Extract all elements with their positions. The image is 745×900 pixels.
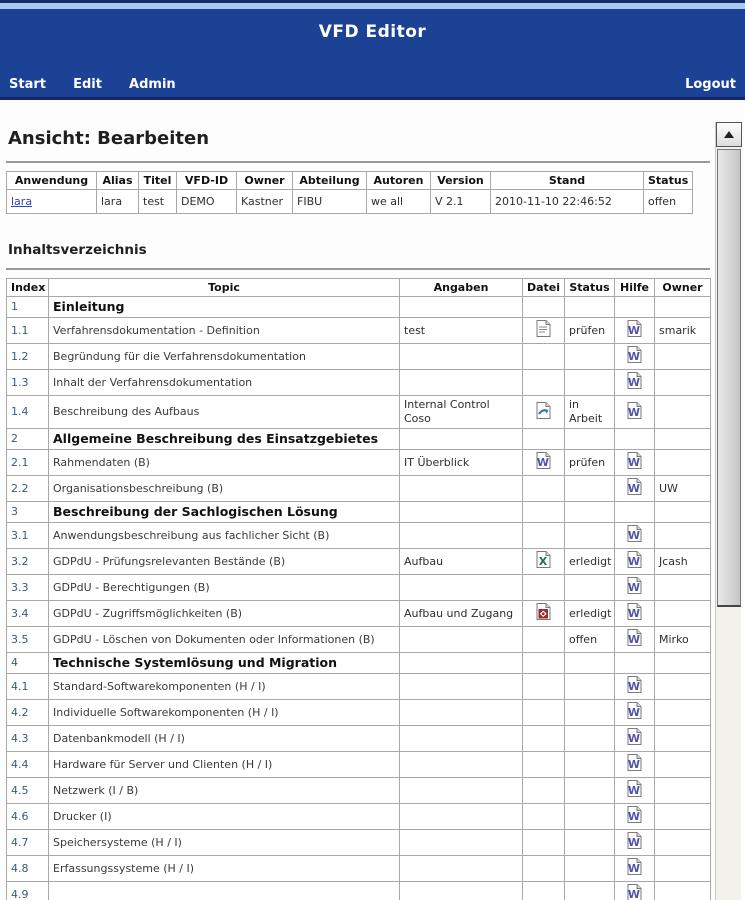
- svg-text:W: W: [627, 456, 641, 469]
- svg-text:W: W: [627, 607, 641, 620]
- toc-topic-cell: Organisationsbeschreibung (B): [49, 476, 400, 502]
- nav-left: [9, 73, 198, 92]
- toc-index-cell: 4.7: [7, 830, 49, 856]
- toc-heading-rule: [6, 268, 710, 270]
- toc-owner-cell: [655, 450, 711, 476]
- toc-topic-cell: Netzwerk (I / B): [49, 778, 400, 804]
- toc-row: [7, 627, 711, 653]
- toc-status-cell: [565, 297, 615, 318]
- toc-index-cell: 4.8: [7, 856, 49, 882]
- toc-datei-cell: [523, 778, 565, 804]
- toc-owner-cell: [655, 726, 711, 752]
- word-file-icon[interactable]: [627, 676, 642, 693]
- app-cell: 2010-11-10 22:46:52: [491, 190, 644, 214]
- toc-datei-cell: [523, 396, 565, 429]
- toc-topic-cell: Beschreibung des Aufbaus: [49, 396, 400, 429]
- word-file-icon[interactable]: [627, 577, 642, 594]
- toc-hilfe-cell: [615, 344, 655, 370]
- toc-index-cell: 4: [7, 653, 49, 674]
- toc-owner-cell: [655, 601, 711, 627]
- toc-datei-cell: [523, 627, 565, 653]
- toc-owner-cell: Jcash: [655, 549, 711, 575]
- toc-angaben-cell: Internal Control Coso: [400, 396, 523, 429]
- toc-row: [7, 674, 711, 700]
- toc-datei-cell: [523, 830, 565, 856]
- word-file-icon[interactable]: [627, 551, 642, 568]
- nav-item-admin[interactable]: Admin: [129, 77, 176, 92]
- toc-row: [7, 396, 711, 429]
- toc-status-cell: [565, 575, 615, 601]
- toc-owner-cell: [655, 575, 711, 601]
- toc-angaben-cell: [400, 726, 523, 752]
- toc-angaben-cell: [400, 778, 523, 804]
- toc-status-cell: [565, 653, 615, 674]
- word-file-icon[interactable]: [627, 629, 642, 646]
- toc-angaben-cell: [400, 674, 523, 700]
- toc-owner-cell: [655, 502, 711, 523]
- app-cell: offen: [644, 190, 693, 214]
- toc-topic-cell: [49, 882, 400, 900]
- app-cell: we all: [367, 190, 431, 214]
- toc-hilfe-cell: [615, 700, 655, 726]
- word-file-icon[interactable]: [627, 754, 642, 771]
- toc-topic-cell: Anwendungsbeschreibung aus fachlicher Sicht (B): [49, 523, 400, 549]
- word-file-icon[interactable]: [627, 402, 642, 419]
- toc-status-cell: [565, 674, 615, 700]
- toc-angaben-cell: [400, 882, 523, 900]
- toc-hilfe-cell: [615, 653, 655, 674]
- word-file-icon[interactable]: [627, 702, 642, 719]
- toc-topic-cell: Standard-Softwarekomponenten (H / I): [49, 674, 400, 700]
- toc-topic-cell: GDPdU - Berechtigungen (B): [49, 575, 400, 601]
- toc-index-cell: 4.9: [7, 882, 49, 900]
- toc-status-cell: [565, 830, 615, 856]
- pdf-file-icon[interactable]: [536, 603, 551, 620]
- word-file-icon[interactable]: [627, 780, 642, 797]
- svg-text:W: W: [627, 633, 641, 646]
- svg-text:W: W: [627, 888, 641, 900]
- toc-datei-cell: [523, 549, 565, 575]
- toc-owner-cell: [655, 429, 711, 450]
- toc-row: [7, 856, 711, 882]
- toc-angaben-cell: [400, 523, 523, 549]
- toc-hilfe-cell: [615, 627, 655, 653]
- toc-index-cell: 4.4: [7, 752, 49, 778]
- toc-col-header: Owner: [655, 279, 711, 297]
- toc-status-cell: [565, 370, 615, 396]
- toc-owner-cell: [655, 523, 711, 549]
- app-cell: V 2.1: [431, 190, 491, 214]
- nav-item-edit[interactable]: Edit: [73, 77, 102, 92]
- toc-angaben-cell: [400, 752, 523, 778]
- word-file-icon[interactable]: [627, 320, 642, 337]
- toc-row: [7, 700, 711, 726]
- toc-hilfe-cell: [615, 502, 655, 523]
- toc-status-cell: prüfen: [565, 318, 615, 344]
- toc-hilfe-cell: [615, 804, 655, 830]
- toc-datei-cell: [523, 476, 565, 502]
- toc-datei-cell: [523, 700, 565, 726]
- toc-datei-cell: [523, 370, 565, 396]
- toc-status-cell: [565, 502, 615, 523]
- toc-topic-cell: Beschreibung der Sachlogischen Lösung: [49, 502, 400, 523]
- svg-text:W: W: [627, 324, 641, 337]
- toc-angaben-cell: [400, 653, 523, 674]
- toc-datei-cell: [523, 856, 565, 882]
- toc-col-header: Datei: [523, 279, 565, 297]
- toc-owner-cell: Mirko: [655, 627, 711, 653]
- svg-text:W: W: [627, 784, 641, 797]
- nav-item-start[interactable]: Start: [9, 77, 46, 92]
- text-file-icon[interactable]: [536, 320, 551, 337]
- toc-col-header: Hilfe: [615, 279, 655, 297]
- toc-angaben-cell: test: [400, 318, 523, 344]
- toc-row: [7, 370, 711, 396]
- toc-angaben-cell: [400, 830, 523, 856]
- svg-text:W: W: [627, 836, 641, 849]
- toc-status-cell: [565, 856, 615, 882]
- toc-col-header: Index: [7, 279, 49, 297]
- view-heading: Ansicht: Bearbeiten: [8, 128, 210, 149]
- toc-row: [7, 830, 711, 856]
- toc-topic-cell: GDPdU - Prüfungsrelevanten Bestände (B): [49, 549, 400, 575]
- toc-owner-cell: [655, 396, 711, 429]
- toc-index-cell: 3: [7, 502, 49, 523]
- svg-text:W: W: [627, 758, 641, 771]
- toc-status-cell: [565, 882, 615, 900]
- logout-link[interactable]: Logout: [685, 77, 736, 92]
- toc-topic-cell: Begründung für die Verfahrensdokumentation: [49, 344, 400, 370]
- app-col-header: Status: [644, 172, 693, 190]
- toc-topic-cell: Hardware für Server und Clienten (H / I): [49, 752, 400, 778]
- toc-status-cell: [565, 700, 615, 726]
- svg-text:W: W: [627, 376, 641, 389]
- toc-row: [7, 778, 711, 804]
- toc-status-cell: [565, 804, 615, 830]
- toc-owner-cell: [655, 344, 711, 370]
- toc-col-header: Topic: [49, 279, 400, 297]
- toc-row: [7, 601, 711, 627]
- toc-index-cell: 4.1: [7, 674, 49, 700]
- toc-datei-cell: [523, 752, 565, 778]
- toc-hilfe-cell: [615, 726, 655, 752]
- toc-datei-cell: [523, 575, 565, 601]
- toc-status-cell: [565, 752, 615, 778]
- svg-text:W: W: [627, 482, 641, 495]
- toc-table: [6, 278, 711, 900]
- toc-hilfe-cell: [615, 856, 655, 882]
- toc-index-cell: 1.3: [7, 370, 49, 396]
- toc-row: [7, 297, 711, 318]
- toc-owner-cell: smarik: [655, 318, 711, 344]
- toc-hilfe-cell: [615, 882, 655, 900]
- toc-hilfe-cell: [615, 396, 655, 429]
- toc-hilfe-cell: [615, 429, 655, 450]
- application-info-table: [6, 171, 693, 214]
- word-file-icon[interactable]: [627, 858, 642, 875]
- toc-datei-cell: [523, 601, 565, 627]
- word-file-icon[interactable]: [627, 478, 642, 495]
- toc-topic-cell: GDPdU - Löschen von Dokumenten oder Informationen (B): [49, 627, 400, 653]
- toc-status-cell: [565, 778, 615, 804]
- toc-topic-cell: GDPdU - Zugriffsmöglichkeiten (B): [49, 601, 400, 627]
- toc-datei-cell: [523, 726, 565, 752]
- excel-file-icon[interactable]: [536, 551, 551, 568]
- toc-index-cell: 3.3: [7, 575, 49, 601]
- app-col-header: Anwendung: [7, 172, 97, 190]
- svg-text:X: X: [538, 555, 548, 568]
- toc-topic-cell: Technische Systemlösung und Migration: [49, 653, 400, 674]
- toc-row: [7, 502, 711, 523]
- toc-col-header: Angaben: [400, 279, 523, 297]
- toc-owner-cell: [655, 674, 711, 700]
- toc-row: [7, 575, 711, 601]
- toc-row: [7, 726, 711, 752]
- toc-angaben-cell: Aufbau und Zugang: [400, 601, 523, 627]
- toc-angaben-cell: [400, 804, 523, 830]
- up-arrow-icon: [724, 131, 734, 138]
- app-header: [0, 9, 745, 100]
- toc-angaben-cell: [400, 856, 523, 882]
- svg-text:W: W: [627, 862, 641, 875]
- application-row: [7, 190, 693, 214]
- app-col-header: Autoren: [367, 172, 431, 190]
- app-col-header: Stand: [491, 172, 644, 190]
- app-cell: FIBU: [293, 190, 367, 214]
- blue-file-icon[interactable]: [536, 402, 551, 419]
- toc-owner-cell: [655, 370, 711, 396]
- toc-angaben-cell: [400, 344, 523, 370]
- toc-index-cell: 2.1: [7, 450, 49, 476]
- word-file-icon[interactable]: [627, 603, 642, 620]
- toc-hilfe-cell: [615, 778, 655, 804]
- toc-col-header: Status: [565, 279, 615, 297]
- vertical-scrollbar[interactable]: [715, 122, 741, 900]
- app-cell: DEMO: [177, 190, 237, 214]
- toc-topic-cell: Einleitung: [49, 297, 400, 318]
- main-nav: [0, 73, 745, 92]
- toc-owner-cell: [655, 700, 711, 726]
- app-cell: Kastner: [237, 190, 293, 214]
- toc-owner-cell: [655, 830, 711, 856]
- toc-index-cell: 3.1: [7, 523, 49, 549]
- toc-datei-cell: [523, 674, 565, 700]
- toc-angaben-cell: IT Überblick: [400, 450, 523, 476]
- toc-topic-cell: Individuelle Softwarekomponenten (H / I): [49, 700, 400, 726]
- toc-row: [7, 804, 711, 830]
- toc-index-cell: 1.2: [7, 344, 49, 370]
- toc-owner-cell: [655, 653, 711, 674]
- app-col-header: Owner: [237, 172, 293, 190]
- word-file-icon[interactable]: [627, 452, 642, 469]
- word-file-icon[interactable]: [627, 372, 642, 389]
- toc-owner-cell: [655, 297, 711, 318]
- toc-hilfe-cell: [615, 370, 655, 396]
- heading-rule: [6, 161, 710, 163]
- toc-status-cell: offen: [565, 627, 615, 653]
- toc-status-cell: erledigt: [565, 601, 615, 627]
- app-cell: lara: [97, 190, 139, 214]
- toc-datei-cell: [523, 344, 565, 370]
- word-file-icon[interactable]: [627, 525, 642, 542]
- word-file-icon[interactable]: [627, 728, 642, 745]
- toc-hilfe-cell: [615, 523, 655, 549]
- toc-index-cell: 3.5: [7, 627, 49, 653]
- toc-angaben-cell: [400, 476, 523, 502]
- word-file-icon[interactable]: [627, 832, 642, 849]
- toc-datei-cell: [523, 429, 565, 450]
- toc-row: [7, 549, 711, 575]
- toc-angaben-cell: Aufbau: [400, 549, 523, 575]
- svg-text:W: W: [627, 732, 641, 745]
- toc-angaben-cell: [400, 297, 523, 318]
- toc-angaben-cell: [400, 627, 523, 653]
- toc-row: [7, 318, 711, 344]
- toc-index-cell: 2.2: [7, 476, 49, 502]
- toc-hilfe-cell: [615, 549, 655, 575]
- toc-owner-cell: [655, 804, 711, 830]
- toc-topic-cell: Datenbankmodell (H / I): [49, 726, 400, 752]
- toc-index-cell: 2: [7, 429, 49, 450]
- toc-status-cell: [565, 523, 615, 549]
- toc-topic-cell: Allgemeine Beschreibung des Einsatzgebietes: [49, 429, 400, 450]
- toc-topic-cell: Speichersysteme (H / I): [49, 830, 400, 856]
- toc-owner-cell: [655, 778, 711, 804]
- toc-row: [7, 476, 711, 502]
- scrollbar-up-button[interactable]: [716, 122, 742, 147]
- app-title: VFD Editor: [318, 22, 427, 42]
- toc-row: [7, 752, 711, 778]
- toc-index-cell: 4.6: [7, 804, 49, 830]
- toc-status-cell: prüfen: [565, 450, 615, 476]
- toc-row: [7, 429, 711, 450]
- toc-datei-cell: [523, 318, 565, 344]
- toc-index-cell: 4.2: [7, 700, 49, 726]
- toc-status-cell: [565, 429, 615, 450]
- word-file-icon[interactable]: [536, 452, 551, 469]
- toc-index-cell: 1.1: [7, 318, 49, 344]
- app-cell: test: [139, 190, 177, 214]
- toc-status-cell: in Arbeit: [565, 396, 615, 429]
- word-file-icon[interactable]: [627, 884, 642, 900]
- nav-right: [685, 73, 736, 92]
- toc-hilfe-cell: [615, 830, 655, 856]
- svg-text:W: W: [627, 555, 641, 568]
- toc-row: [7, 882, 711, 900]
- app-col-header: Alias: [97, 172, 139, 190]
- toc-owner-cell: [655, 752, 711, 778]
- toc-row: [7, 450, 711, 476]
- word-file-icon[interactable]: [627, 806, 642, 823]
- toc-row: [7, 653, 711, 674]
- app-col-header: Titel: [139, 172, 177, 190]
- app-col-header: Version: [431, 172, 491, 190]
- toc-heading: Inhaltsverzeichnis: [8, 242, 147, 258]
- word-file-icon[interactable]: [627, 346, 642, 363]
- toc-hilfe-cell: [615, 476, 655, 502]
- svg-text:W: W: [627, 680, 641, 693]
- toc-index-cell: 1: [7, 297, 49, 318]
- toc-datei-cell: [523, 450, 565, 476]
- svg-text:W: W: [627, 581, 641, 594]
- svg-text:W: W: [627, 405, 641, 419]
- toc-topic-cell: Erfassungssysteme (H / I): [49, 856, 400, 882]
- toc-hilfe-cell: [615, 601, 655, 627]
- toc-angaben-cell: [400, 700, 523, 726]
- toc-hilfe-cell: [615, 752, 655, 778]
- toc-angaben-cell: [400, 502, 523, 523]
- toc-status-cell: [565, 726, 615, 752]
- toc-index-cell: 4.3: [7, 726, 49, 752]
- toc-datei-cell: [523, 502, 565, 523]
- toc-angaben-cell: [400, 370, 523, 396]
- toc-row: [7, 523, 711, 549]
- toc-topic-cell: Inhalt der Verfahrensdokumentation: [49, 370, 400, 396]
- app-col-header: VFD-ID: [177, 172, 237, 190]
- scrollbar-thumb[interactable]: [717, 149, 741, 607]
- toc-hilfe-cell: [615, 297, 655, 318]
- toc-status-cell: [565, 344, 615, 370]
- toc-hilfe-cell: [615, 674, 655, 700]
- toc-owner-cell: [655, 882, 711, 900]
- svg-text:W: W: [627, 706, 641, 719]
- svg-text:W: W: [627, 529, 641, 542]
- svg-text:W: W: [536, 456, 550, 469]
- toc-angaben-cell: [400, 429, 523, 450]
- toc-hilfe-cell: [615, 450, 655, 476]
- content-area: [0, 100, 745, 900]
- toc-row: [7, 344, 711, 370]
- toc-topic-cell: Drucker (I): [49, 804, 400, 830]
- app-col-header: Abteilung: [293, 172, 367, 190]
- application-link[interactable]: lara: [11, 195, 33, 208]
- toc-datei-cell: [523, 882, 565, 900]
- toc-index-cell: 3.4: [7, 601, 49, 627]
- toc-hilfe-cell: [615, 318, 655, 344]
- svg-text:W: W: [627, 350, 641, 363]
- toc-owner-cell: UW: [655, 476, 711, 502]
- toc-topic-cell: Verfahrensdokumentation - Definition: [49, 318, 400, 344]
- toc-index-cell: 3.2: [7, 549, 49, 575]
- toc-angaben-cell: [400, 575, 523, 601]
- toc-hilfe-cell: [615, 575, 655, 601]
- toc-index-cell: 4.5: [7, 778, 49, 804]
- svg-text:W: W: [627, 810, 641, 823]
- toc-status-cell: [565, 476, 615, 502]
- toc-owner-cell: [655, 856, 711, 882]
- toc-datei-cell: [523, 297, 565, 318]
- toc-topic-cell: Rahmendaten (B): [49, 450, 400, 476]
- toc-index-cell: 1.4: [7, 396, 49, 429]
- toc-datei-cell: [523, 653, 565, 674]
- toc-datei-cell: [523, 804, 565, 830]
- toc-status-cell: erledigt: [565, 549, 615, 575]
- app-cell: [7, 190, 97, 214]
- toc-datei-cell: [523, 523, 565, 549]
